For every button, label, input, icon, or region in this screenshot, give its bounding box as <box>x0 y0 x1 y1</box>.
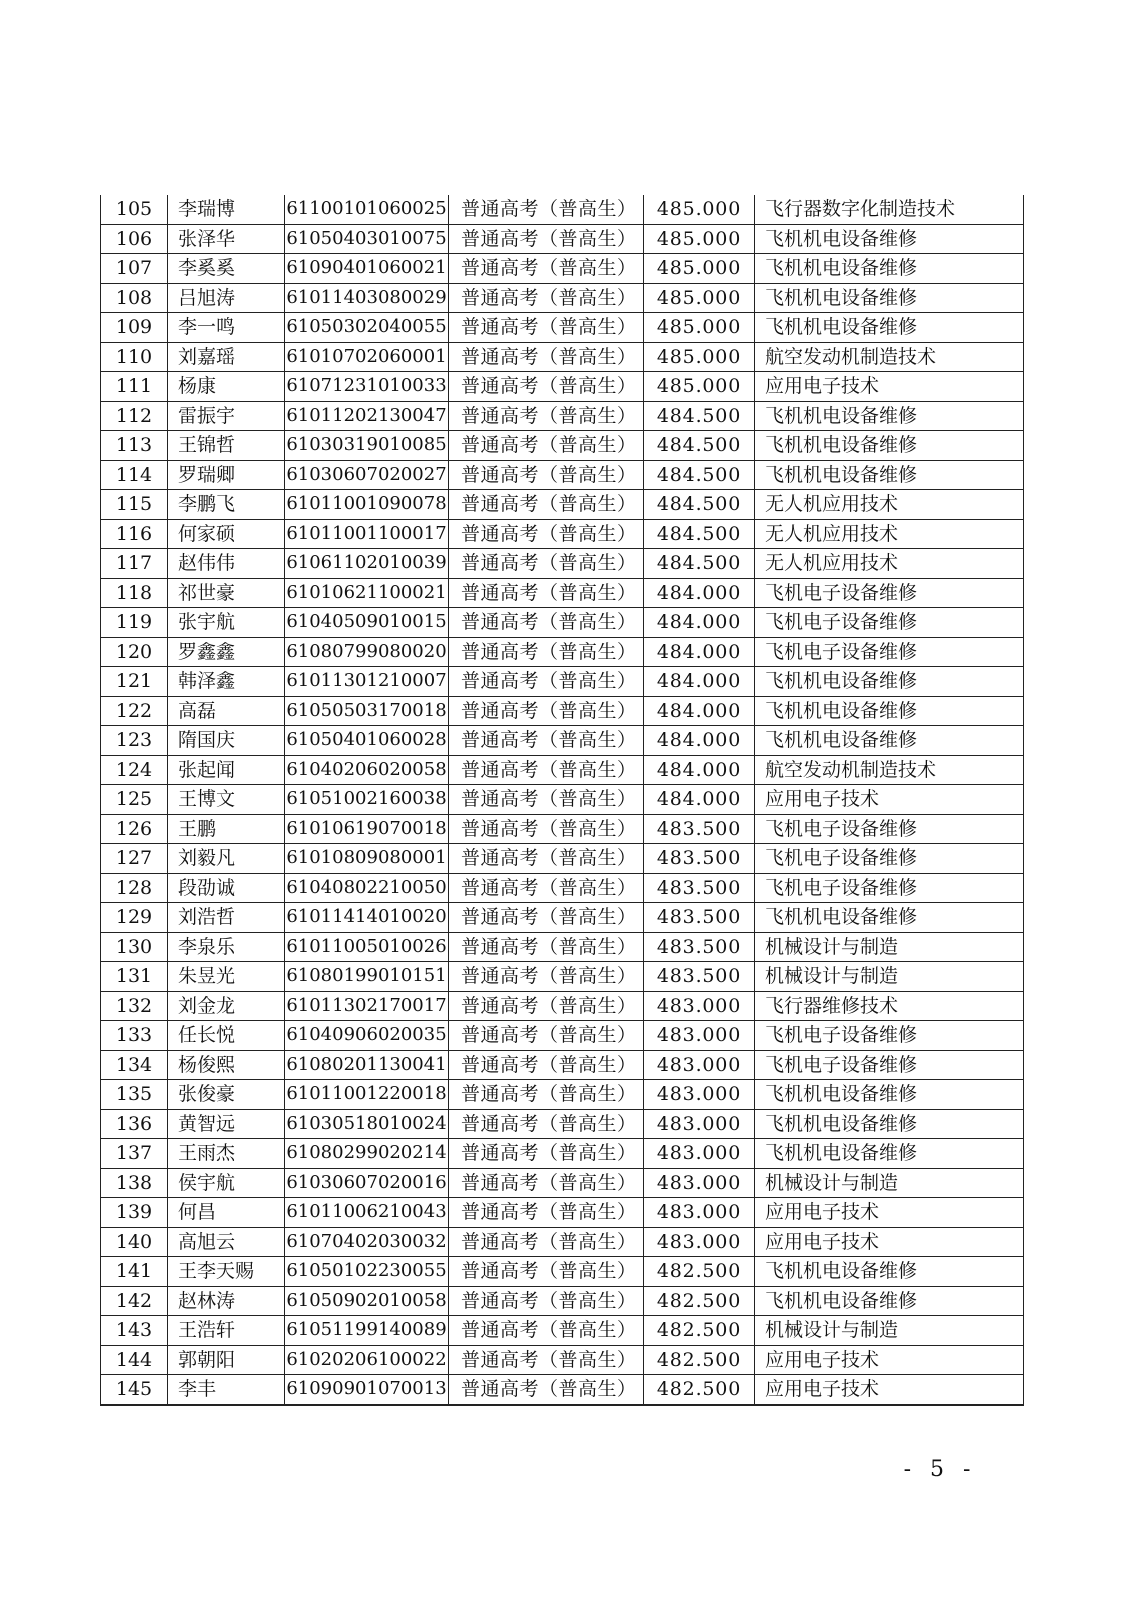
cell-admission-type: 普通高考（普高生） <box>449 991 644 1021</box>
cell-score: 485.000 <box>644 313 755 343</box>
cell-score: 485.000 <box>644 283 755 313</box>
table-row <box>101 814 1024 844</box>
cell-number: 118 <box>101 578 168 608</box>
cell-score: 484.000 <box>644 637 755 667</box>
cell-number: 121 <box>101 667 168 697</box>
cell-exam-id: 61050102230055 <box>285 1257 449 1287</box>
cell-score: 484.000 <box>644 696 755 726</box>
cell-name: 李奚奚 <box>168 254 285 284</box>
cell-exam-id: 61040802210050 <box>285 873 449 903</box>
cell-major: 飞机机电设备维修 <box>755 254 1024 284</box>
cell-exam-id: 61061102010039 <box>285 549 449 579</box>
cell-admission-type: 普通高考（普高生） <box>449 313 644 343</box>
table-row <box>101 431 1024 461</box>
table-row <box>101 1139 1024 1169</box>
cell-number: 116 <box>101 519 168 549</box>
cell-name: 王锦哲 <box>168 431 285 461</box>
cell-admission-type: 普通高考（普高生） <box>449 814 644 844</box>
cell-score: 483.000 <box>644 1227 755 1257</box>
cell-admission-type: 普通高考（普高生） <box>449 195 644 224</box>
cell-admission-type: 普通高考（普高生） <box>449 844 644 874</box>
cell-name: 段劭诚 <box>168 873 285 903</box>
cell-score: 482.500 <box>644 1257 755 1287</box>
cell-score: 484.000 <box>644 785 755 815</box>
cell-exam-id: 61080299020214 <box>285 1139 449 1169</box>
cell-name: 杨康 <box>168 372 285 402</box>
cell-number: 139 <box>101 1198 168 1228</box>
cell-major: 飞机机电设备维修 <box>755 401 1024 431</box>
cell-major: 飞机机电设备维修 <box>755 1257 1024 1287</box>
cell-major: 飞行器维修技术 <box>755 991 1024 1021</box>
cell-admission-type: 普通高考（普高生） <box>449 1257 644 1287</box>
cell-name: 罗鑫鑫 <box>168 637 285 667</box>
cell-admission-type: 普通高考（普高生） <box>449 1198 644 1228</box>
admission-table-body <box>101 195 1024 1405</box>
table-row <box>101 195 1024 224</box>
cell-name: 张俊豪 <box>168 1080 285 1110</box>
cell-major: 应用电子技术 <box>755 1198 1024 1228</box>
cell-number: 125 <box>101 785 168 815</box>
cell-score: 483.500 <box>644 814 755 844</box>
cell-exam-id: 61011414010020 <box>285 903 449 933</box>
table-row <box>101 726 1024 756</box>
table-row <box>101 903 1024 933</box>
cell-number: 111 <box>101 372 168 402</box>
cell-name: 赵伟伟 <box>168 549 285 579</box>
cell-admission-type: 普通高考（普高生） <box>449 372 644 402</box>
table-row <box>101 637 1024 667</box>
table-row <box>101 1286 1024 1316</box>
cell-exam-id: 61011403080029 <box>285 283 449 313</box>
cell-score: 483.000 <box>644 1168 755 1198</box>
cell-name: 郭朝阳 <box>168 1345 285 1375</box>
cell-number: 138 <box>101 1168 168 1198</box>
table-row <box>101 873 1024 903</box>
cell-name: 张宇航 <box>168 608 285 638</box>
cell-admission-type: 普通高考（普高生） <box>449 1109 644 1139</box>
cell-admission-type: 普通高考（普高生） <box>449 224 644 254</box>
cell-name: 何昌 <box>168 1198 285 1228</box>
admission-table-container <box>100 195 1020 1406</box>
cell-number: 113 <box>101 431 168 461</box>
cell-exam-id: 61051199140089 <box>285 1316 449 1346</box>
cell-exam-id: 61040509010015 <box>285 608 449 638</box>
table-row <box>101 608 1024 638</box>
cell-name: 罗瑞卿 <box>168 460 285 490</box>
cell-number: 122 <box>101 696 168 726</box>
cell-name: 王博文 <box>168 785 285 815</box>
table-row <box>101 342 1024 372</box>
cell-major: 飞机机电设备维修 <box>755 667 1024 697</box>
cell-admission-type: 普通高考（普高生） <box>449 1227 644 1257</box>
cell-number: 135 <box>101 1080 168 1110</box>
cell-score: 483.000 <box>644 1109 755 1139</box>
cell-number: 142 <box>101 1286 168 1316</box>
cell-exam-id: 61040906020035 <box>285 1021 449 1051</box>
cell-score: 482.500 <box>644 1375 755 1405</box>
cell-score: 483.500 <box>644 962 755 992</box>
cell-number: 127 <box>101 844 168 874</box>
cell-score: 484.000 <box>644 608 755 638</box>
cell-exam-id: 61011001090078 <box>285 490 449 520</box>
cell-name: 刘金龙 <box>168 991 285 1021</box>
cell-admission-type: 普通高考（普高生） <box>449 283 644 313</box>
cell-admission-type: 普通高考（普高生） <box>449 637 644 667</box>
cell-number: 145 <box>101 1375 168 1405</box>
cell-name: 高旭云 <box>168 1227 285 1257</box>
cell-score: 485.000 <box>644 195 755 224</box>
cell-number: 136 <box>101 1109 168 1139</box>
cell-number: 107 <box>101 254 168 284</box>
cell-score: 484.500 <box>644 549 755 579</box>
cell-major: 机械设计与制造 <box>755 962 1024 992</box>
table-row <box>101 283 1024 313</box>
cell-number: 133 <box>101 1021 168 1051</box>
cell-exam-id: 61090901070013 <box>285 1375 449 1405</box>
cell-major: 飞行器数字化制造技术 <box>755 195 1024 224</box>
cell-major: 机械设计与制造 <box>755 1168 1024 1198</box>
cell-major: 飞机机电设备维修 <box>755 696 1024 726</box>
cell-name: 刘嘉瑶 <box>168 342 285 372</box>
cell-number: 128 <box>101 873 168 903</box>
cell-major: 应用电子技术 <box>755 1227 1024 1257</box>
page-number: - 5 - <box>903 1457 977 1482</box>
table-row <box>101 696 1024 726</box>
cell-major: 飞机电子设备维修 <box>755 637 1024 667</box>
cell-admission-type: 普通高考（普高生） <box>449 549 644 579</box>
cell-admission-type: 普通高考（普高生） <box>449 932 644 962</box>
cell-score: 484.500 <box>644 490 755 520</box>
cell-major: 飞机机电设备维修 <box>755 1139 1024 1169</box>
cell-major: 飞机电子设备维修 <box>755 814 1024 844</box>
cell-major: 飞机电子设备维修 <box>755 873 1024 903</box>
cell-name: 李丰 <box>168 1375 285 1405</box>
cell-score: 483.500 <box>644 844 755 874</box>
cell-score: 483.500 <box>644 903 755 933</box>
table-row <box>101 460 1024 490</box>
cell-major: 应用电子技术 <box>755 1345 1024 1375</box>
cell-score: 484.500 <box>644 401 755 431</box>
cell-name: 雷振宇 <box>168 401 285 431</box>
table-row <box>101 254 1024 284</box>
cell-exam-id: 61011301210007 <box>285 667 449 697</box>
cell-admission-type: 普通高考（普高生） <box>449 608 644 638</box>
cell-number: 117 <box>101 549 168 579</box>
cell-number: 140 <box>101 1227 168 1257</box>
cell-number: 137 <box>101 1139 168 1169</box>
cell-major: 无人机应用技术 <box>755 490 1024 520</box>
table-row <box>101 1257 1024 1287</box>
table-row <box>101 1198 1024 1228</box>
cell-score: 482.500 <box>644 1316 755 1346</box>
cell-admission-type: 普通高考（普高生） <box>449 401 644 431</box>
cell-name: 吕旭涛 <box>168 283 285 313</box>
cell-major: 飞机机电设备维修 <box>755 431 1024 461</box>
cell-score: 484.500 <box>644 460 755 490</box>
cell-name: 王李天赐 <box>168 1257 285 1287</box>
cell-exam-id: 61020206100022 <box>285 1345 449 1375</box>
cell-exam-id: 61080199010151 <box>285 962 449 992</box>
cell-name: 刘浩哲 <box>168 903 285 933</box>
cell-score: 483.500 <box>644 873 755 903</box>
cell-admission-type: 普通高考（普高生） <box>449 1345 644 1375</box>
cell-score: 485.000 <box>644 342 755 372</box>
cell-number: 143 <box>101 1316 168 1346</box>
cell-name: 韩泽鑫 <box>168 667 285 697</box>
cell-score: 485.000 <box>644 254 755 284</box>
cell-score: 483.000 <box>644 1198 755 1228</box>
cell-exam-id: 61011001100017 <box>285 519 449 549</box>
cell-score: 482.500 <box>644 1286 755 1316</box>
cell-major: 无人机应用技术 <box>755 519 1024 549</box>
cell-name: 高磊 <box>168 696 285 726</box>
table-row <box>101 991 1024 1021</box>
table-row <box>101 962 1024 992</box>
table-row <box>101 1375 1024 1405</box>
cell-name: 王雨杰 <box>168 1139 285 1169</box>
cell-exam-id: 61090401060021 <box>285 254 449 284</box>
cell-score: 484.000 <box>644 726 755 756</box>
cell-number: 141 <box>101 1257 168 1287</box>
table-row <box>101 667 1024 697</box>
cell-name: 王浩轩 <box>168 1316 285 1346</box>
cell-score: 484.000 <box>644 755 755 785</box>
cell-admission-type: 普通高考（普高生） <box>449 578 644 608</box>
cell-exam-id: 61010809080001 <box>285 844 449 874</box>
cell-major: 机械设计与制造 <box>755 1316 1024 1346</box>
cell-major: 应用电子技术 <box>755 1375 1024 1405</box>
cell-major: 飞机电子设备维修 <box>755 608 1024 638</box>
cell-number: 110 <box>101 342 168 372</box>
cell-admission-type: 普通高考（普高生） <box>449 1168 644 1198</box>
cell-exam-id: 61011005010026 <box>285 932 449 962</box>
cell-name: 赵林涛 <box>168 1286 285 1316</box>
cell-exam-id: 61050902010058 <box>285 1286 449 1316</box>
cell-name: 张起闻 <box>168 755 285 785</box>
cell-name: 李鹏飞 <box>168 490 285 520</box>
cell-exam-id: 61050401060028 <box>285 726 449 756</box>
cell-admission-type: 普通高考（普高生） <box>449 1021 644 1051</box>
cell-number: 134 <box>101 1050 168 1080</box>
cell-number: 126 <box>101 814 168 844</box>
cell-exam-id: 61050302040055 <box>285 313 449 343</box>
cell-admission-type: 普通高考（普高生） <box>449 726 644 756</box>
cell-exam-id: 61030607020016 <box>285 1168 449 1198</box>
cell-number: 108 <box>101 283 168 313</box>
cell-name: 李一鸣 <box>168 313 285 343</box>
cell-number: 132 <box>101 991 168 1021</box>
cell-score: 484.000 <box>644 578 755 608</box>
cell-admission-type: 普通高考（普高生） <box>449 431 644 461</box>
cell-name: 王鹏 <box>168 814 285 844</box>
cell-major: 航空发动机制造技术 <box>755 755 1024 785</box>
cell-exam-id: 61080201130041 <box>285 1050 449 1080</box>
cell-admission-type: 普通高考（普高生） <box>449 342 644 372</box>
cell-exam-id: 61011202130047 <box>285 401 449 431</box>
cell-admission-type: 普通高考（普高生） <box>449 490 644 520</box>
cell-name: 朱昱光 <box>168 962 285 992</box>
cell-major: 飞机机电设备维修 <box>755 460 1024 490</box>
table-row <box>101 490 1024 520</box>
cell-number: 130 <box>101 932 168 962</box>
cell-name: 何家硕 <box>168 519 285 549</box>
cell-score: 484.500 <box>644 431 755 461</box>
table-row <box>101 1168 1024 1198</box>
cell-score: 483.000 <box>644 1139 755 1169</box>
cell-name: 黄智远 <box>168 1109 285 1139</box>
cell-number: 112 <box>101 401 168 431</box>
cell-name: 李瑞博 <box>168 195 285 224</box>
cell-number: 119 <box>101 608 168 638</box>
cell-number: 129 <box>101 903 168 933</box>
cell-number: 109 <box>101 313 168 343</box>
table-row <box>101 844 1024 874</box>
cell-exam-id: 61030607020027 <box>285 460 449 490</box>
cell-admission-type: 普通高考（普高生） <box>449 519 644 549</box>
cell-number: 105 <box>101 195 168 224</box>
cell-admission-type: 普通高考（普高生） <box>449 1286 644 1316</box>
cell-name: 李泉乐 <box>168 932 285 962</box>
table-row <box>101 519 1024 549</box>
cell-name: 侯宇航 <box>168 1168 285 1198</box>
cell-admission-type: 普通高考（普高生） <box>449 1375 644 1405</box>
cell-major: 飞机机电设备维修 <box>755 1109 1024 1139</box>
table-row <box>101 1109 1024 1139</box>
cell-major: 飞机机电设备维修 <box>755 224 1024 254</box>
cell-number: 123 <box>101 726 168 756</box>
cell-exam-id: 61011001220018 <box>285 1080 449 1110</box>
cell-exam-id: 61030518010024 <box>285 1109 449 1139</box>
cell-exam-id: 61100101060025 <box>285 195 449 224</box>
cell-score: 483.000 <box>644 1050 755 1080</box>
cell-major: 飞机电子设备维修 <box>755 1021 1024 1051</box>
cell-admission-type: 普通高考（普高生） <box>449 460 644 490</box>
cell-number: 120 <box>101 637 168 667</box>
table-row <box>101 224 1024 254</box>
cell-major: 机械设计与制造 <box>755 932 1024 962</box>
cell-exam-id: 61010702060001 <box>285 342 449 372</box>
cell-exam-id: 61030319010085 <box>285 431 449 461</box>
table-row <box>101 1080 1024 1110</box>
table-row <box>101 372 1024 402</box>
cell-major: 应用电子技术 <box>755 372 1024 402</box>
cell-exam-id: 61011302170017 <box>285 991 449 1021</box>
cell-admission-type: 普通高考（普高生） <box>449 785 644 815</box>
cell-major: 飞机电子设备维修 <box>755 844 1024 874</box>
cell-exam-id: 61071231010033 <box>285 372 449 402</box>
cell-major: 飞机电子设备维修 <box>755 578 1024 608</box>
cell-major: 飞机机电设备维修 <box>755 313 1024 343</box>
cell-major: 飞机机电设备维修 <box>755 283 1024 313</box>
cell-name: 祁世豪 <box>168 578 285 608</box>
table-row <box>101 549 1024 579</box>
table-row <box>101 1316 1024 1346</box>
cell-name: 张泽华 <box>168 224 285 254</box>
cell-exam-id: 61040206020058 <box>285 755 449 785</box>
cell-score: 484.500 <box>644 519 755 549</box>
table-row <box>101 578 1024 608</box>
cell-admission-type: 普通高考（普高生） <box>449 1139 644 1169</box>
cell-number: 114 <box>101 460 168 490</box>
cell-score: 483.000 <box>644 991 755 1021</box>
cell-exam-id: 61050503170018 <box>285 696 449 726</box>
cell-score: 483.000 <box>644 1021 755 1051</box>
cell-major: 应用电子技术 <box>755 785 1024 815</box>
cell-score: 483.000 <box>644 1080 755 1110</box>
table-row <box>101 1227 1024 1257</box>
admission-table <box>100 195 1024 1406</box>
cell-score: 483.500 <box>644 932 755 962</box>
cell-score: 485.000 <box>644 372 755 402</box>
cell-major: 飞机机电设备维修 <box>755 726 1024 756</box>
table-row <box>101 1345 1024 1375</box>
cell-number: 144 <box>101 1345 168 1375</box>
table-row <box>101 932 1024 962</box>
cell-number: 131 <box>101 962 168 992</box>
cell-exam-id: 61050403010075 <box>285 224 449 254</box>
table-row <box>101 1021 1024 1051</box>
cell-number: 115 <box>101 490 168 520</box>
cell-name: 任长悦 <box>168 1021 285 1051</box>
cell-exam-id: 61011006210043 <box>285 1198 449 1228</box>
cell-admission-type: 普通高考（普高生） <box>449 667 644 697</box>
cell-score: 484.000 <box>644 667 755 697</box>
table-row <box>101 755 1024 785</box>
cell-exam-id: 61070402030032 <box>285 1227 449 1257</box>
cell-admission-type: 普通高考（普高生） <box>449 696 644 726</box>
cell-admission-type: 普通高考（普高生） <box>449 1050 644 1080</box>
cell-exam-id: 61010621100021 <box>285 578 449 608</box>
table-row <box>101 401 1024 431</box>
cell-name: 杨俊熙 <box>168 1050 285 1080</box>
cell-score: 482.500 <box>644 1345 755 1375</box>
cell-admission-type: 普通高考（普高生） <box>449 755 644 785</box>
cell-major: 飞机机电设备维修 <box>755 1286 1024 1316</box>
cell-admission-type: 普通高考（普高生） <box>449 1316 644 1346</box>
cell-admission-type: 普通高考（普高生） <box>449 903 644 933</box>
cell-number: 106 <box>101 224 168 254</box>
cell-major: 飞机机电设备维修 <box>755 1080 1024 1110</box>
cell-admission-type: 普通高考（普高生） <box>449 873 644 903</box>
table-row <box>101 313 1024 343</box>
cell-score: 485.000 <box>644 224 755 254</box>
table-row <box>101 1050 1024 1080</box>
cell-admission-type: 普通高考（普高生） <box>449 1080 644 1110</box>
cell-number: 124 <box>101 755 168 785</box>
cell-admission-type: 普通高考（普高生） <box>449 962 644 992</box>
cell-exam-id: 61080799080020 <box>285 637 449 667</box>
cell-major: 航空发动机制造技术 <box>755 342 1024 372</box>
cell-major: 无人机应用技术 <box>755 549 1024 579</box>
cell-admission-type: 普通高考（普高生） <box>449 254 644 284</box>
cell-name: 隋国庆 <box>168 726 285 756</box>
table-row <box>101 785 1024 815</box>
cell-name: 刘毅凡 <box>168 844 285 874</box>
cell-exam-id: 61051002160038 <box>285 785 449 815</box>
cell-major: 飞机电子设备维修 <box>755 1050 1024 1080</box>
cell-exam-id: 61010619070018 <box>285 814 449 844</box>
cell-major: 飞机机电设备维修 <box>755 903 1024 933</box>
